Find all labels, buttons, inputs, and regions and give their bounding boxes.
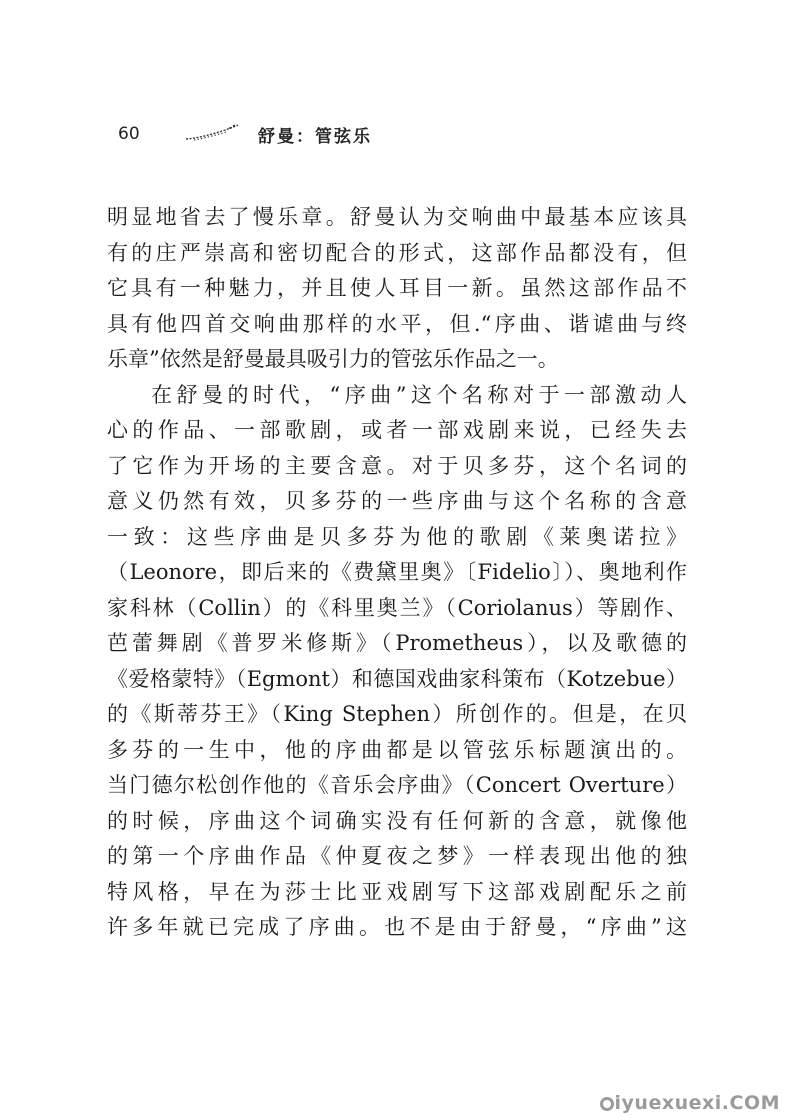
text-line: 《爱格蒙特》（Egmont）和德国戏曲家科策布（Kotzebue） <box>107 666 687 691</box>
watermark <box>600 1092 780 1114</box>
text-line: 了它作为开场的主要含意。对于贝多芬，这个名词的 <box>107 453 687 478</box>
text-line: 乐章”依然是舒曼最具吸引力的管弦乐作品之一。 <box>107 347 559 371</box>
text-line: 的时候，序曲这个词确实没有任何新的含意，就像他 <box>107 808 687 833</box>
text-line: 芭蕾舞剧《普罗米修斯》（Prometheus），以及歌德的 <box>107 631 687 655</box>
ornament-flourish-icon <box>184 122 240 144</box>
text-line: 的第一个序曲作品《仲夏夜之梦》一样表现出他的独 <box>107 844 687 868</box>
page-header <box>118 120 418 150</box>
text-line: 当门德尔松创作他的《音乐会序曲》（Concert Overture） <box>107 773 687 797</box>
watermark-text: iyuexuexi.COM <box>614 1092 780 1114</box>
text-line: 的《斯蒂芬王》（King Stephen）所创作的。但是，在贝 <box>107 702 687 726</box>
text-line: 多芬的一生中，他的序曲都是以管弦乐标题演出的。 <box>107 737 687 762</box>
text-line: 许多年就已完成了序曲。也不是由于舒曼，“序曲”这 <box>107 915 687 939</box>
running-title: 舒曼：管弦乐 <box>258 127 372 147</box>
q-logo-icon <box>600 1097 614 1111</box>
text-line: （Leonore，即后来的《费黛里奥》〔Fidelio〕）、奥地利作 <box>107 560 687 584</box>
text-line: 具有他四首交响曲那样的水平，但.“序曲、谐谑曲与终 <box>107 311 687 336</box>
text-line: 明显地省去了慢乐章。舒曼认为交响曲中最基本应该具 <box>107 205 687 229</box>
text-line: 意义仍然有效，贝多芬的一些序曲与这个名称的含意 <box>107 489 687 513</box>
text-line: 一致：这些序曲是贝多芬为他的歌剧《莱奥诺拉》 <box>107 524 687 549</box>
text-line: 心的作品、一部歌剧，或者一部戏剧来说，已经失去 <box>107 418 687 442</box>
text-line: 在舒曼的时代，“序曲”这个名称对于一部激动人 <box>151 382 687 407</box>
text-line: 它具有一种魅力，并且使人耳目一新。虽然这部作品不 <box>107 276 687 300</box>
page-number: 60 <box>118 124 140 144</box>
text-line: 家科林（Collin）的《科里奥兰》（Coriolanus）等剧作、 <box>107 595 687 620</box>
body-text <box>107 200 687 946</box>
text-line: 特风格，早在为莎士比亚戏剧写下这部戏剧配乐之前 <box>107 879 687 904</box>
text-line: 有的庄严崇高和密切配合的形式，这部作品都没有，但 <box>107 240 687 265</box>
